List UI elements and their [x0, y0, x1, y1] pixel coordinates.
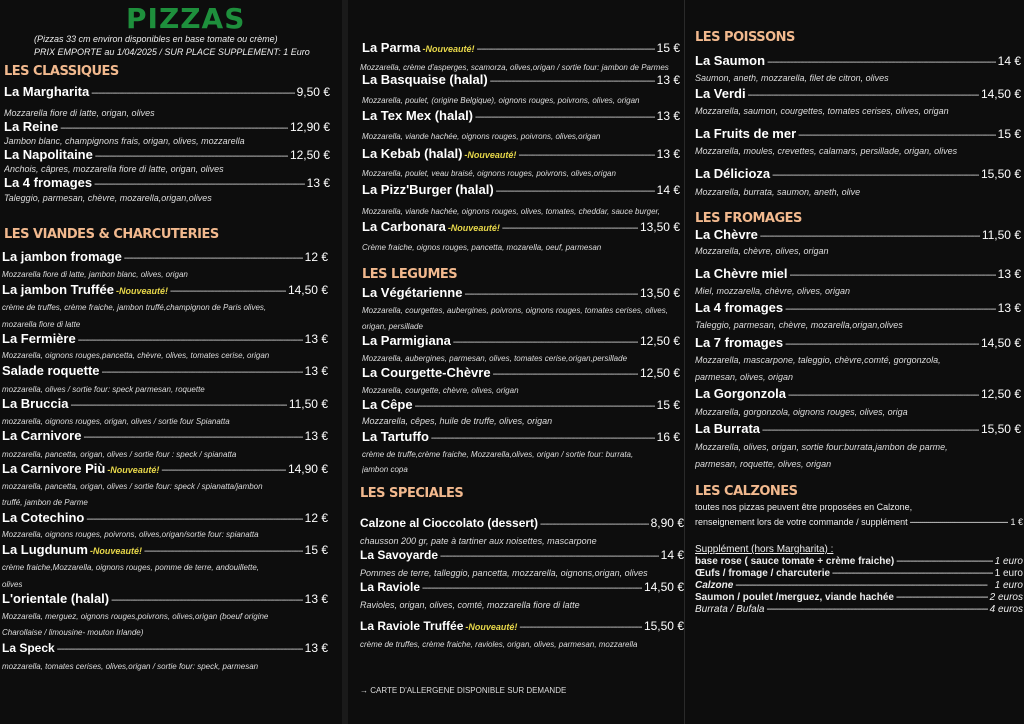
item-name: Salade roquette [2, 363, 100, 378]
item-name: La Burrata [695, 421, 761, 436]
item-price: 13 € [306, 176, 330, 190]
item-description: jambon copa [362, 465, 408, 474]
leader-dots [70, 400, 286, 411]
item-name: La Speck [2, 641, 55, 655]
leader-dots [431, 433, 655, 444]
item-description: Saumon, aneth, mozzarella, filet de citron, olives [695, 73, 889, 83]
item-name: Calzone al Cioccolato (dessert) [360, 516, 539, 530]
leader-dots [766, 604, 987, 615]
menu-item [2, 591, 328, 606]
item-price: 15 € [656, 41, 680, 55]
supplement-label: Œufs / fromage / charcuterie [695, 568, 831, 579]
item-name: La Fruits de mer [695, 126, 797, 141]
item-description: Mozzarella, crème d'asperges, scamorza, olives,origan / sortie four: jambon de Parmes [360, 63, 669, 72]
leader-dots [767, 57, 996, 68]
menu-item [695, 53, 1021, 68]
leader-dots [95, 151, 288, 162]
menu-item [695, 386, 1021, 401]
item-price: 9,50 € [296, 85, 330, 99]
item-name: La jambon fromage [2, 249, 122, 264]
leader-dots [785, 339, 979, 350]
item-price: 14 € [660, 548, 684, 562]
section-heading: LES POISSONS [695, 30, 795, 45]
menu-item [362, 397, 680, 412]
leader-dots [94, 179, 304, 190]
item-description: Mozzarella, aubergines, parmesan, olives, tomates cerise,origan,persillade [362, 354, 628, 363]
item-price: 14,50 € [643, 580, 684, 594]
item-name: La Reine [4, 119, 59, 134]
item-description: Mozzarella, cêpes, huile de truffe, olives, origan [362, 416, 553, 426]
supplement-price: 1 euro [994, 568, 1023, 579]
item-description: Taleggio, parmesan, chèvre, mozarella,origan,olives [4, 193, 212, 203]
leader-dots [78, 335, 303, 346]
item-name: La Parmigiana [362, 333, 451, 348]
item-name: La Fermière [2, 331, 76, 346]
menu-item [362, 285, 680, 300]
item-price: 15 € [997, 127, 1021, 141]
item-name: La Tartuffo [362, 429, 429, 444]
leader-dots [896, 556, 992, 567]
item-price: 13 € [997, 301, 1021, 315]
item-name: La Carnivore [2, 428, 82, 443]
leader-dots [83, 432, 302, 443]
menu-item [2, 641, 328, 655]
item-description: Mozzarella, courgette, chèvre, olives, origan [362, 386, 519, 395]
item-description: Charollaise / limousine- mouton Irlande) [2, 628, 144, 637]
section-heading: LES SPECIALES [360, 486, 464, 501]
item-name: La Chèvre [695, 227, 758, 242]
item-price: 14 € [656, 183, 680, 197]
item-price: 13 € [656, 73, 680, 87]
supplement-price: 1 euro [994, 580, 1023, 591]
leader-dots [453, 337, 638, 348]
menu-item [2, 542, 328, 557]
item-name: La 7 fromages [695, 335, 784, 350]
item-name: La 4 fromages [695, 300, 784, 315]
item-name: La Savoyarde [360, 548, 439, 562]
item-description: Mozzarella, courgettes, aubergines, poivrons, oignons rouges, tomates cerises, olives, [362, 306, 668, 315]
leader-dots [144, 546, 303, 557]
menu-item [362, 146, 680, 161]
item-price: 11,50 € [288, 397, 328, 411]
section-heading: LES FROMAGES [695, 211, 802, 226]
item-name: La Chèvre miel [695, 266, 788, 281]
leader-dots [502, 223, 638, 234]
item-description: mozzarella, pancetta, origan, olives / sortie four : speck / spianatta [2, 450, 237, 459]
supplement-row [695, 604, 1023, 615]
item-name: La Raviole [360, 580, 421, 594]
calzone-info: renseignement lors de votre commande / supplément [695, 517, 908, 527]
item-description: crème de truffe,crème fraiche, Mozzarella,olives, origan / sortie four: burrata, [362, 450, 634, 459]
leader-dots [477, 44, 655, 55]
leader-dots [760, 231, 980, 242]
leader-dots [785, 304, 995, 315]
item-description: crème de truffes, crème fraiche, jambon truffé,champignon de Paris olives, [2, 303, 267, 312]
item-name: La Délicioza [695, 166, 771, 181]
leader-dots [496, 186, 655, 197]
item-price: 14,50 € [980, 336, 1021, 350]
new-badge: -Nouveauté! [464, 150, 517, 160]
leader-dots [86, 514, 302, 525]
menu-title: PIZZAS [126, 2, 246, 35]
item-name: La Basquaise (halal) [362, 72, 488, 87]
item-price: 14,90 € [287, 462, 328, 476]
menu-item [2, 282, 328, 297]
menu-item [362, 72, 680, 87]
section-heading: LES CLASSIQUES [4, 64, 119, 79]
menu-item [360, 548, 684, 562]
item-name: La jambon Truffée [2, 282, 114, 297]
item-price: 13,50 € [639, 220, 680, 234]
item-name: La Raviole Truffée [360, 619, 464, 633]
column-left [0, 0, 338, 724]
supplement-label: Calzone [695, 580, 734, 591]
item-price: 15 € [656, 398, 680, 412]
leader-dots [519, 622, 642, 633]
leader-dots [415, 401, 655, 412]
leader-dots [161, 465, 286, 476]
item-price: 13 € [656, 109, 680, 123]
calzone-info: toutes nos pizzas peuvent être proposées en Calzone, [695, 502, 913, 512]
item-description: Mozzarella fiore di latte, origan, olives [4, 108, 155, 118]
leader-dots [762, 425, 979, 436]
supplement-row [695, 568, 1023, 579]
item-name: La Végétarienne [362, 285, 463, 300]
menu-item [2, 396, 328, 411]
supplement-price: 1 euro [994, 556, 1023, 567]
item-name: La Tex Mex (halal) [362, 108, 474, 123]
allergen-note: → CARTE D'ALLERGENE DISPONIBLE SUR DEMANDE [360, 686, 567, 695]
item-name: La 4 fromages [4, 175, 93, 190]
menu-item [695, 421, 1021, 436]
leader-dots [788, 390, 979, 401]
item-description: truffé, jambon de Parme [2, 498, 88, 507]
item-description: Mozzarella, oignons rouges,pancetta, chèvre, olives, tomates cerise, origan [2, 351, 270, 360]
item-description: chausson 200 gr, pate à tartiner aux noisettes, mascarpone [360, 536, 597, 546]
item-description: mozzarella, pancetta, origan, olives / sortie four: speck / spianatta/jambon [2, 482, 263, 491]
item-price: 12,50 € [289, 148, 330, 162]
item-name: La Napolitaine [4, 147, 93, 162]
leader-dots [475, 112, 655, 123]
leader-dots [490, 76, 655, 87]
leader-dots [772, 170, 979, 181]
item-name: La Cêpe [362, 397, 413, 412]
item-description: Mozzarella, burrata, saumon, aneth, olive [695, 187, 861, 197]
leader-dots [910, 517, 1009, 527]
item-price: 15,50 € [980, 167, 1021, 181]
column-separator [342, 0, 348, 724]
item-description: Mozzarella, olives, origan, sortie four:burrata,jambon de parme, [695, 442, 948, 452]
leader-dots [124, 253, 303, 264]
item-description: origan, persillade [362, 322, 423, 331]
item-price: 12,50 € [639, 334, 680, 348]
item-name: La Cotechino [2, 510, 85, 525]
menu-item [4, 84, 330, 99]
item-price: 15,50 € [643, 619, 684, 633]
item-description: Mozzarella, poulet, veau braisé, oignons rouges, poivrons, olives,origan [362, 169, 616, 178]
item-name: La Bruccia [2, 396, 69, 411]
item-description: Mozzarella, poulet, (origine Belgique), oignons rouges, poivrons, olives, origan [362, 96, 640, 105]
leader-dots [896, 592, 988, 603]
item-description: Mozzarella, viande hachée, oignons rouges, poivrons, olives,origan [362, 132, 601, 141]
calzone-supplement [695, 517, 1023, 527]
supplement-title: Supplément (hors Margharita) : [695, 544, 834, 555]
item-price: 11,50 € [981, 228, 1021, 242]
column-middle [350, 0, 684, 724]
supplement-label: Burrata / Bufala [695, 604, 765, 615]
supplement-label: Saumon / poulet /merguez, viande hachée [695, 592, 894, 603]
menu-item [695, 166, 1021, 181]
new-badge: -Nouveauté! [115, 286, 168, 296]
menu-item [695, 335, 1021, 350]
section-heading: LES CALZONES [695, 484, 798, 499]
item-description: parmesan, roquette, olives, origan [695, 459, 832, 469]
item-description: mozarella fiore di latte [2, 320, 81, 329]
item-price: 12,50 € [639, 366, 680, 380]
item-description: Pommes de terre, talleggio, pancetta, mozzarella, oignons,origan, olives [360, 568, 648, 578]
new-badge: -Nouveauté! [107, 465, 160, 475]
menu-item [2, 428, 328, 443]
menu-item [362, 429, 680, 444]
menu-item [2, 331, 328, 346]
menu-item [695, 126, 1021, 141]
menu-item [4, 147, 330, 162]
section-heading: LES VIANDES & CHARCUTERIES [4, 227, 219, 242]
item-description: Mozzarella, merguez, oignons rouges,poivrons, olives,origan (boeuf origine [2, 612, 269, 621]
item-description: Mozzarella, viande hachée, oignons rouges, olives, tomates, cheddar, sauce burger, [362, 207, 660, 216]
item-name: La Gorgonzola [695, 386, 786, 401]
new-badge: -Nouveauté! [465, 622, 518, 632]
new-badge: -Nouveauté! [447, 223, 500, 233]
supplement-label: base rose ( sauce tomate + crème fraiche) [695, 556, 895, 567]
calzone-price: 1 € [1010, 517, 1023, 527]
leader-dots [102, 367, 303, 378]
menu-item [2, 363, 328, 378]
supplement-row [695, 556, 1023, 567]
item-name: La Verdi [695, 86, 746, 101]
new-badge: -Nouveauté! [422, 44, 475, 54]
leader-dots [832, 568, 993, 579]
item-price: 13,50 € [639, 286, 680, 300]
item-description: crème de truffes, crème fraiche, ravioles, origan, olives, parmesan, mozzarella [360, 640, 638, 649]
item-description: Taleggio, parmesan, chèvre, mozarella,origan,olives [695, 320, 903, 330]
item-name: La Saumon [695, 53, 766, 68]
menu-item [362, 219, 680, 234]
menu-item [695, 227, 1021, 242]
leader-dots [735, 580, 992, 591]
leader-dots [493, 369, 638, 380]
leader-dots [91, 88, 294, 99]
item-price: 12,50 € [980, 387, 1021, 401]
leader-dots [422, 583, 642, 594]
menu-item [4, 119, 330, 134]
item-name: La Carbonara [362, 219, 446, 234]
item-description: mozzarella, tomates cerises, olives,origan / sortie four: speck, parmesan [2, 662, 259, 671]
item-description: olives [2, 580, 23, 589]
menu-item [360, 580, 684, 594]
item-price: 15 € [304, 543, 328, 557]
supplement-row [695, 592, 1023, 603]
supplement-price: 2 euros [989, 592, 1023, 603]
leader-dots [464, 289, 638, 300]
leader-dots [748, 90, 979, 101]
item-name: La Carnivore Più [2, 461, 106, 476]
item-description: mozzarella, oignons rouges, origan, olives / sortie four Spianatta [2, 417, 230, 426]
leader-dots [440, 551, 659, 562]
leader-dots [518, 150, 654, 161]
item-description: Anchois, câpres, mozzarella fiore di latte, origan, olives [4, 164, 224, 174]
menu-item [695, 86, 1021, 101]
item-name: La Parma [362, 40, 421, 55]
item-description: parmesan, olives, origan [695, 372, 794, 382]
menu-item [2, 510, 328, 525]
intro-line: (Pizzas 33 cm environ disponibles en base tomate ou crème) [34, 34, 278, 44]
leader-dots [170, 286, 286, 297]
supplement-row [695, 580, 1023, 591]
item-description: Mozzarella fiore di latte, jambon blanc, olives, origan [2, 270, 188, 279]
item-description: Miel, mozzarella, chèvre, olives, origan [695, 286, 851, 296]
menu-item [2, 249, 328, 264]
item-price: 13 € [304, 429, 328, 443]
item-price: 16 € [656, 430, 680, 444]
menu-item [695, 266, 1021, 281]
item-price: 15,50 € [980, 422, 1021, 436]
item-description: Crème fraiche, oignos rouges, pancetta, mozarella, oeuf, parmesan [362, 243, 602, 252]
item-name: La Kebab (halal) [362, 146, 463, 161]
menu-item [362, 365, 680, 380]
item-description: Jambon blanc, champignons frais, origan, olives, mozzarella [4, 136, 245, 146]
menu-item [362, 333, 680, 348]
item-price: 14,50 € [980, 87, 1021, 101]
item-description: Mozzarella, gorgonzola, oignons rouges, olives, origa [695, 407, 908, 417]
item-name: La Pizz'Burger (halal) [362, 182, 494, 197]
new-badge: -Nouveauté! [89, 546, 142, 556]
item-description: Ravioles, origan, olives, comté, mozzarella fiore di latte [360, 600, 580, 610]
item-description: Mozzarella, chèvre, olives, origan [695, 246, 829, 256]
item-price: 12,90 € [289, 120, 330, 134]
item-price: 13 € [656, 147, 680, 161]
leader-dots [798, 130, 996, 141]
menu-item [362, 40, 680, 55]
item-name: La Margharita [4, 84, 90, 99]
supplement-price: 4 euros [989, 604, 1023, 615]
menu-item [360, 516, 684, 530]
item-price: 12 € [304, 511, 328, 525]
leader-dots [57, 644, 303, 655]
item-price: 13 € [304, 592, 328, 606]
leader-dots [60, 123, 288, 134]
column-right [684, 0, 1024, 724]
item-price: 14,50 € [287, 283, 328, 297]
item-description: Mozzarella, moules, crevettes, calamars, persillade, origan, olives [695, 146, 958, 156]
leader-dots [790, 270, 996, 281]
menu-item [362, 182, 680, 197]
menu-item [2, 461, 328, 476]
item-price: 13 € [997, 267, 1021, 281]
item-price: 8,90 € [650, 516, 684, 530]
item-description: mozzarella, olives / sortie four: speck parmesan, roquette [2, 385, 205, 394]
menu-item [360, 619, 684, 633]
menu-item [362, 108, 680, 123]
item-description: Mozzarella, oignons rouges, poivrons, olives,origan/sortie four: spianatta [2, 530, 259, 539]
item-description: Mozzarella, saumon, courgettes, tomates cerises, olives, origan [695, 106, 949, 116]
item-price: 14 € [997, 54, 1021, 68]
leader-dots [540, 519, 649, 530]
leader-dots [111, 595, 303, 606]
item-name: La Courgette-Chèvre [362, 365, 491, 380]
item-price: 13 € [304, 641, 328, 655]
item-description: Mozzarella, mascarpone, taleggio, chèvre,comté, gorgonzola, [695, 355, 941, 365]
item-name: La Lugdunum [2, 542, 88, 557]
intro-line: PRIX EMPORTE au 1/04/2025 / SUR PLACE SUPPLEMENT: 1 Euro [34, 47, 310, 57]
section-heading: LES LEGUMES [362, 267, 458, 282]
item-price: 13 € [304, 332, 328, 346]
item-description: crème fraiche,Mozzarella, oignons rouges, pomme de terre, andouillette, [2, 563, 260, 572]
menu-item [695, 300, 1021, 315]
item-price: 13 € [304, 364, 328, 378]
item-name: L'orientale (halal) [2, 591, 110, 606]
menu-item [4, 175, 330, 190]
item-price: 12 € [304, 250, 328, 264]
